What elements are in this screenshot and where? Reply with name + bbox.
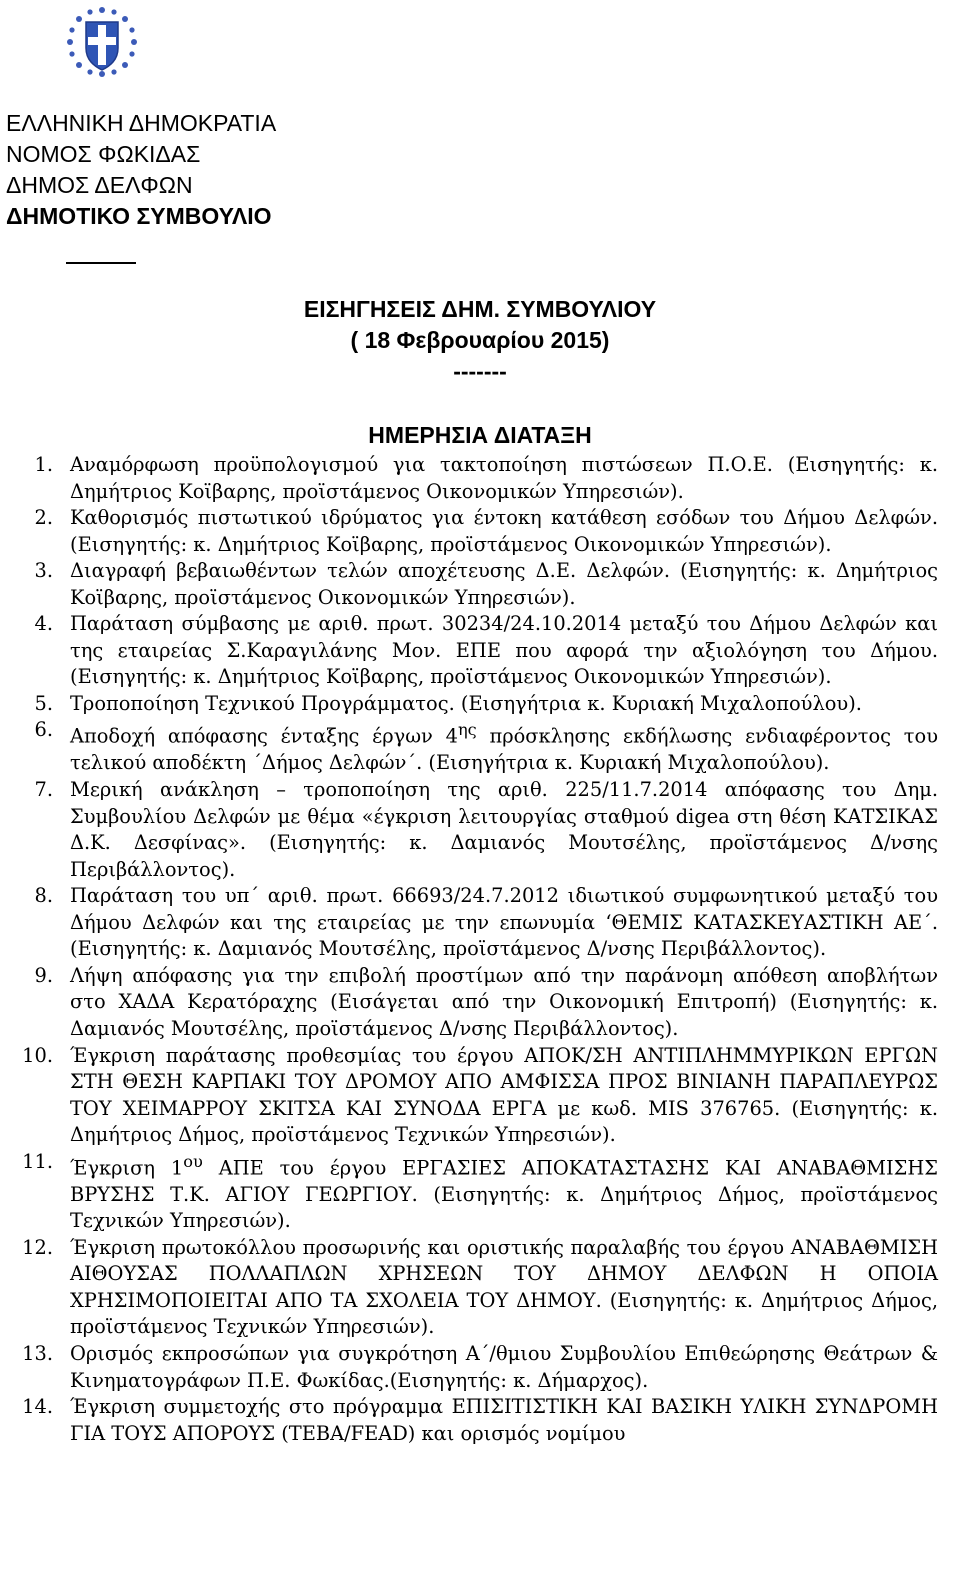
item-text: Καθορισμός πιστωτικού ιδρύματος για έντοκη κατάθεση εσόδων του Δήμου Δελφών. (Εισηγητής: κ. Δημήτριος Κοϊβαρης, προϊστάμενος Οικονομικών Υπηρεσιών). — [70, 506, 938, 556]
title-separator: ------- — [453, 358, 507, 384]
item-number: 2. — [34, 506, 53, 530]
header-country: ΕΛΛΗΝΙΚΗ ΔΗΜΟΚΡΑΤΙΑ — [6, 110, 277, 136]
item-number: 9. — [34, 963, 53, 987]
item-text: Έγκριση πρωτοκόλλου προσωρινής και οριστικής παραλαβής του έργου ΑΝΑΒΑΘΜΙΣΗ ΑΙΘΟΥΣΑΣ ΠΟΛΛΑΠΛΩΝ ΧΡΗΣΕΩΝ ΤΟΥ ΔΗΜΟΥ ΔΕΛΦΩΝ Η ΟΠΟΙΑ ΧΡΗΣΙΜΟΠΟΙΕΙΤΑΙ ΑΠΟ ΤΑ ΣΧΟΛΕΙΑ ΤΟΥ ΔΗΜΟΥ. (Εισηγητής: κ. Δημήτριος Δήμος, προϊστάμενος Τεχνικών Υπηρεσιών). — [70, 1235, 938, 1339]
item-text: Αποδοχή απόφασης ένταξης έργων $4^{\eta\varsigma}$ πρόσκλησης εκδήλωσης ενδιαφέροντος του τελικού αποδέκτη ΄Δήμος Δελφών΄. (Εισηγήτρια κ. Κυριακή Μιχαλοπούλου). — [70, 720, 938, 775]
item-number: 12. — [22, 1235, 53, 1259]
item-number: 11. — [22, 1149, 53, 1173]
header-council: ΔΗΜΟΤΙΚΟ ΣΥΜΒΟΥΛΙΟ — [6, 203, 272, 229]
item-number: 5. — [34, 691, 53, 715]
item-text: Τροποποίηση Τεχνικού Προγράμματος. (Εισηγήτρια κ. Κυριακή Μιχαλοπούλου). — [70, 691, 862, 715]
item-number: 4. — [34, 612, 53, 636]
item-number: 10. — [22, 1043, 53, 1067]
item-number: 7. — [34, 778, 53, 802]
agenda-item — [0, 1341, 960, 1394]
document-title — [0, 294, 960, 387]
agenda-item — [0, 1394, 960, 1447]
item-number: 6. — [34, 718, 53, 742]
header-municipality: ΔΗΜΟΣ ΔΕΛΦΩΝ — [6, 172, 193, 198]
agenda-item — [0, 777, 960, 883]
agenda-item — [0, 717, 960, 777]
item-number: 14. — [22, 1395, 53, 1419]
header-prefecture: ΝΟΜΟΣ ΦΩΚΙΔΑΣ — [6, 141, 201, 167]
item-text: Λήψη απόφασης για την επιβολή προστίμων από την παράνομη απόθεση αποβλήτων στο ΧΑΔΑ Κερατόραχης (Εισάγεται από την Οικονομική Επιτροπή) (Εισηγητής: κ. Δαμιανός Μουτσέλης, προϊστάμενος Δ/νσης Περιβάλλοντος). — [70, 963, 938, 1040]
ordinal-suffix: ου — [183, 1151, 203, 1171]
title-line: ΕΙΣΗΓΗΣΕΙΣ ΔΗΜ. ΣΥΜΒΟΥΛΙΟΥ — [303, 296, 657, 322]
agenda-item — [0, 1043, 960, 1149]
item-text: Έγκριση συμμετοχής στο πρόγραμμα ΕΠΙΣΙΤΙΣΤΙΚΗ ΚΑΙ ΒΑΣΙΚΗ ΥΛΙΚΗ ΣΥΝΔΡΟΜΗ ΓΙΑ ΤΟΥΣ ΑΠΟΡΟΥΣ (ΤΕΒΑ/FEAD) και ορισμός νομίμου — [70, 1395, 938, 1445]
agenda-list — [0, 452, 960, 1447]
item-text: Μερική ανάκληση – τροποποίηση της αριθ. 225/11.7.2014 απόφασης του Δημ. Συμβουλίου Δελφών με θέμα «έγκριση λειτουργίας σταθμού digea στη θέση ΚΑΤΣΙΚΑΣ Δ.Κ. Δεσφίνας». (Εισηγητής: κ. Δαμιανός Μουτσέλης, προϊστάμενος Δ/νσης Περιβάλλοντος). — [70, 778, 938, 881]
item-number: 3. — [34, 559, 53, 583]
agenda-item — [0, 963, 960, 1043]
agenda-item — [0, 558, 960, 611]
agenda-item — [0, 611, 960, 691]
issuer-header — [6, 108, 276, 232]
item-text: Παράταση σύμβασης με αριθ. πρωτ. 30234/24.10.2014 μεταξύ του Δήμου Δελφών και της εταιρείας Σ.Καραγιλάνης Μον. ΕΠΕ που αφορά την αξιολόγηση του Δήμου. (Εισηγητής: κ. Δημήτριος Κοϊβαρης, προϊστάμενος Οικονομικών Υπηρεσιών). — [70, 612, 938, 689]
coat-of-arms-icon — [64, 4, 140, 80]
header-divider — [66, 262, 136, 264]
item-number: 8. — [34, 884, 53, 908]
agenda-item — [0, 691, 960, 718]
agenda-item — [0, 505, 960, 558]
item-text: Αναμόρφωση προϋπολογισμού για τακτοποίηση πιστώσεων Π.Ο.Ε. (Εισηγητής: κ. Δημήτριος Κοϊβαρης, προϊστάμενος Οικονομικών Υπηρεσιών). — [70, 453, 938, 503]
item-number: 1. — [34, 453, 53, 476]
item-text: Έγκριση παράτασης προθεσμίας του έργου ΑΠΟΚ/ΣΗ ΑΝΤΙΠΛΗΜΜΥΡΙΚΩΝ ΕΡΓΩΝ ΣΤΗ ΘΕΣΗ ΚΑΡΠΑΚΙ ΤΟΥ ΔΡΟΜΟΥ ΑΠΟ ΑΜΦΙΣΣΑ ΠΡΟΣ ΒΙΝΙΑΝΗ ΠΑΡΑΠΛΕΥΡΩΣ ΤΟΥ ΧΕΙΜΑΡΡΟΥ ΣΚΙΤΣΑ ΚΑΙ ΣΥΝΟΔΑ ΕΡΓΑ με κωδ. MIS 376765. (Εισηγητής: κ. Δημήτριος Δήμος, προϊστάμενος Τεχνικών Υπηρεσιών). — [70, 1043, 938, 1147]
agenda-item — [0, 1149, 960, 1235]
ordinal-suffix: ης — [457, 720, 477, 740]
agenda-item — [0, 1235, 960, 1341]
item-text: Διαγραφή βεβαιωθέντων τελών αποχέτευσης Δ.Ε. Δελφών. (Εισηγητής: κ. Δημήτριος Κοϊβαρης, προϊστάμενος Οικονομικών Υπηρεσιών). — [70, 559, 938, 609]
agenda-heading: ΗΜΕΡΗΣΙΑ ΔΙΑΤΑΞΗ — [368, 422, 592, 448]
item-text: Έγκριση $1^{o\upsilon}$ ΑΠΕ του έργου ΕΡΓΑΣΙΕΣ ΑΠΟΚΑΤΑΣΤΑΣΗΣ ΚΑΙ ΑΝΑΒΑΘΜΙΣΗΣ ΒΡΥΣΗΣ Τ.Κ. ΑΓΙΟΥ ΓΕΩΡΓΙΟΥ. (Εισηγητής: κ. Δημήτριος Δήμος, προϊστάμενος Τεχνικών Υπηρεσιών). — [70, 1151, 939, 1233]
item-text: Ορισμός εκπροσώπων για συγκρότηση Α΄/θμιου Συμβουλίου Επιθεώρησης Θεάτρων & Κινηματογράφων Π.Ε. Φωκίδας.(Εισηγητής: κ. Δήμαρχος). — [70, 1341, 938, 1392]
item-number: 13. — [22, 1341, 53, 1365]
title-date: ( 18 Φεβρουαρίου 2015) — [350, 327, 610, 353]
agenda-item — [0, 452, 960, 505]
item-text: Παράταση του υπ΄ αριθ. πρωτ. 66693/24.7.2012 ιδιωτικού συμφωνητικού μεταξύ του Δήμου Δελφών και της εταιρείας με την επωνυμία ‘ΘΕΜΙΣ ΚΑΤΑΣΚΕΥΑΣΤΙΚΗ ΑΕ΄.(Εισηγητής: κ. Δαμιανός Μουτσέλης, προϊστάμενος Δ/νσης Περιβάλλοντος). — [70, 884, 938, 961]
agenda-item — [0, 883, 960, 963]
